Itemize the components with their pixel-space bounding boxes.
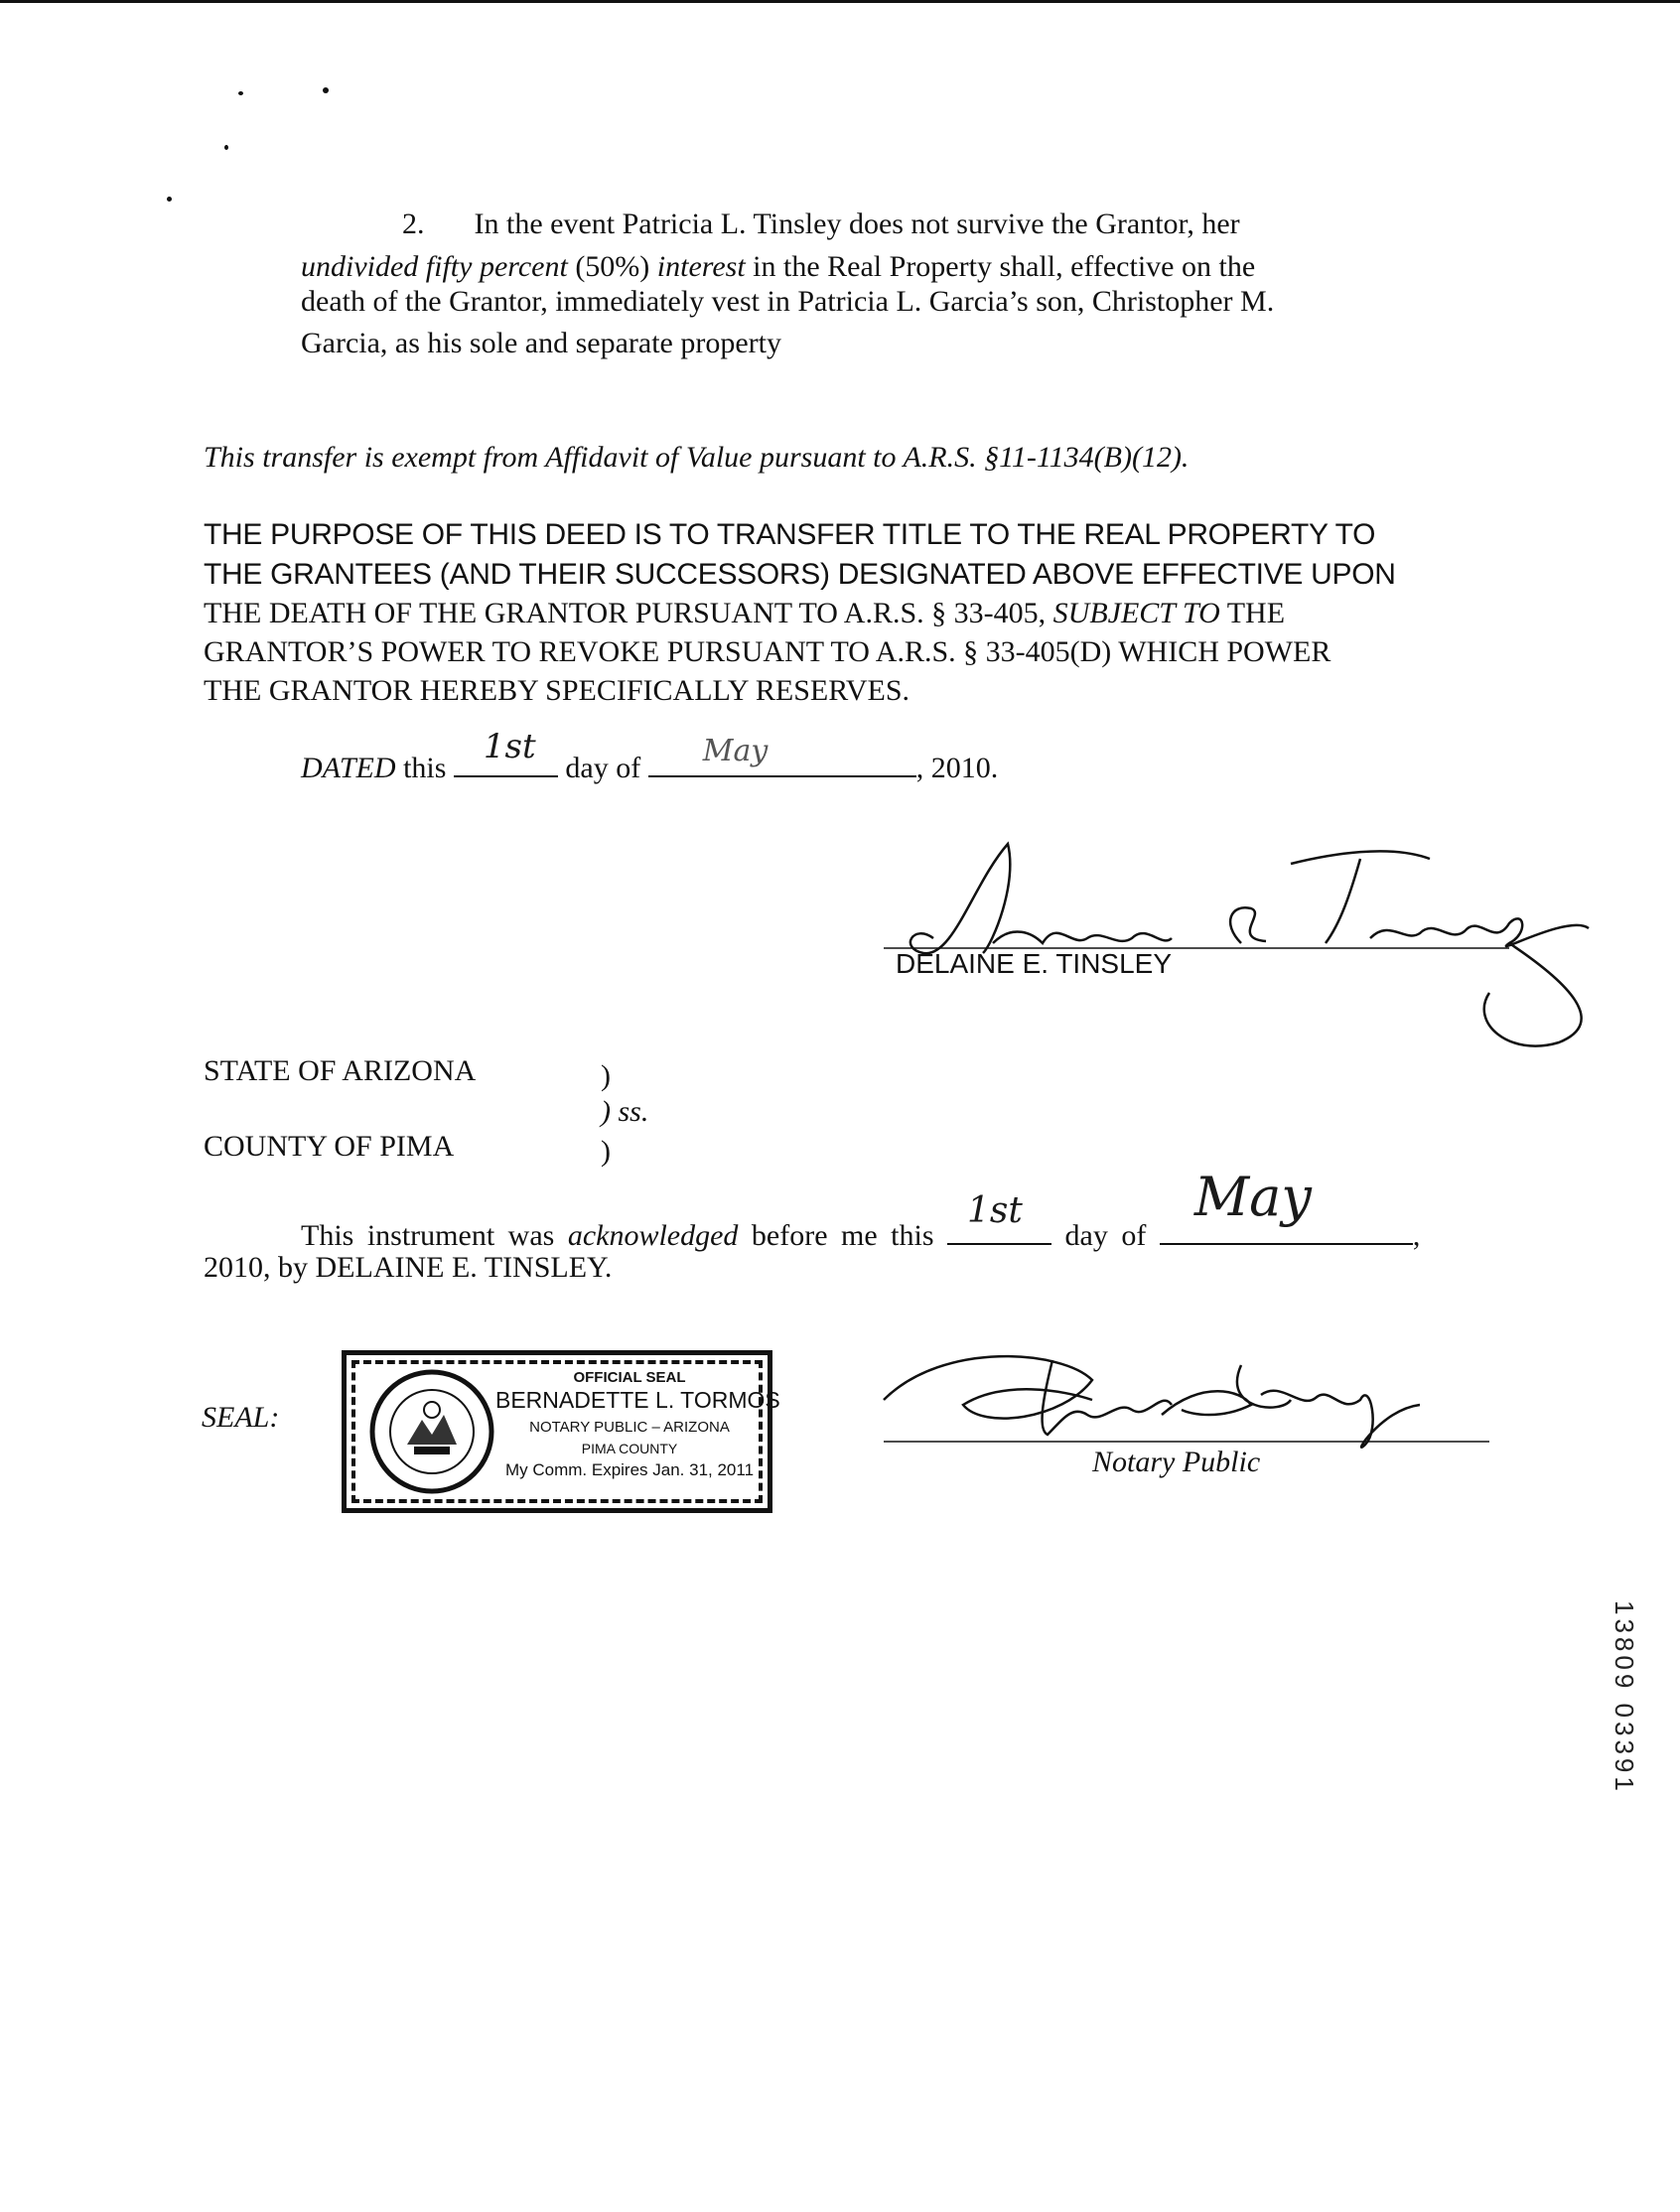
purpose-line-4: GRANTOR’S POWER TO REVOKE PURSUANT TO A.R.S. § 33-405(D) WHICH POWER [204, 635, 1331, 668]
scan-speck [238, 91, 243, 95]
venue-paren-1: ) [601, 1059, 611, 1092]
ack-comma: , [1412, 1219, 1421, 1252]
ack-italic: acknowledged [567, 1219, 739, 1252]
scan-speck [323, 87, 329, 93]
venue-ss: ) ss. [601, 1095, 649, 1128]
dated-year: , 2010. [915, 752, 999, 784]
dated-month-blank [648, 734, 916, 777]
seal-office: NOTARY PUBLIC – ARIZONA [529, 1419, 730, 1436]
seal-county: PIMA COUNTY [581, 1441, 678, 1456]
grantor-signature-image [874, 824, 1628, 1062]
purpose-line-3a: THE DEATH OF THE GRANTOR PURSUANT TO A.R.S. § 33-405, [204, 597, 1053, 629]
seal-title: OFFICIAL SEAL [573, 1369, 686, 1386]
venue-paren-3: ) [601, 1135, 611, 1168]
dated-label: DATED [301, 752, 396, 784]
clause-line-4: Garcia, as his sole and separate property [301, 327, 781, 359]
ack-text-2: before me this [738, 1219, 948, 1252]
ack-text-1: This instrument was [301, 1219, 568, 1252]
purpose-line-3b: THE [1219, 597, 1286, 629]
clause-line-2-rest: in the Real Property shall, effective on the [745, 250, 1256, 283]
clause-line-2-italic: undivided fifty percent [301, 250, 568, 283]
notary-seal-stamp [342, 1350, 780, 1513]
clause-number: 2. [402, 207, 425, 240]
clause-line-1: In the event Patricia L. Tinsley does not survive the Grantor, her [474, 207, 1240, 240]
clause-line-2-italic-2: interest [656, 250, 746, 283]
notary-public-label: Notary Public [1092, 1446, 1261, 1478]
ack-line-2: 2010, by DELAINE E. TINSLEY. [204, 1251, 613, 1284]
dated-day-of: day of [557, 752, 648, 784]
dated-day-blank [454, 727, 558, 777]
purpose-line-1: THE PURPOSE OF THIS DEED IS TO TRANSFER TITLE TO THE REAL PROPERTY TO [204, 518, 1376, 551]
purpose-line-2: THE GRANTEES (AND THEIR SUCCESSORS) DESIGNATED ABOVE EFFECTIVE UPON [204, 558, 1396, 591]
clause-line-3: death of the Grantor, immediately vest in Patricia L. Garcia’s son, Christopher M. [301, 285, 1275, 318]
scan-speck [224, 145, 228, 150]
purpose-line-3-italic: SUBJECT TO [1052, 597, 1220, 629]
seal-expires: My Comm. Expires Jan. 31, 2011 [504, 1460, 755, 1479]
ack-day-of: day of [1051, 1219, 1160, 1252]
exemption-statement: This transfer is exempt from Affidavit of Value pursuant to A.R.S. §11-1134(B)(12). [204, 441, 1190, 474]
clause-line-2-mid: (50%) [567, 250, 657, 283]
ack-day-handwritten: 1st [967, 1190, 1023, 1231]
scan-edge-line [0, 0, 1680, 3]
dated-this: this [395, 752, 454, 784]
purpose-line-5: THE GRANTOR HEREBY SPECIFICALLY RESERVES. [204, 674, 910, 707]
venue-state: STATE OF ARIZONA [204, 1054, 477, 1087]
ack-day-blank [947, 1190, 1051, 1245]
seal-label: SEAL: [202, 1401, 280, 1434]
grantor-name: DELAINE E. TINSLEY [896, 948, 1173, 979]
scan-speck [167, 197, 172, 202]
dated-day-handwritten: 1st [483, 727, 536, 766]
document-recording-number: 13809 03391 [1610, 1600, 1639, 1795]
ack-month-blank [1160, 1166, 1413, 1245]
seal-name: BERNADETTE L. TORMOS [495, 1387, 780, 1413]
arizona-state-seal-emblem [362, 1365, 501, 1498]
ack-month-handwritten: May [1193, 1166, 1312, 1228]
venue-county: COUNTY OF PIMA [204, 1130, 455, 1163]
dated-month-handwritten: May [702, 734, 769, 768]
